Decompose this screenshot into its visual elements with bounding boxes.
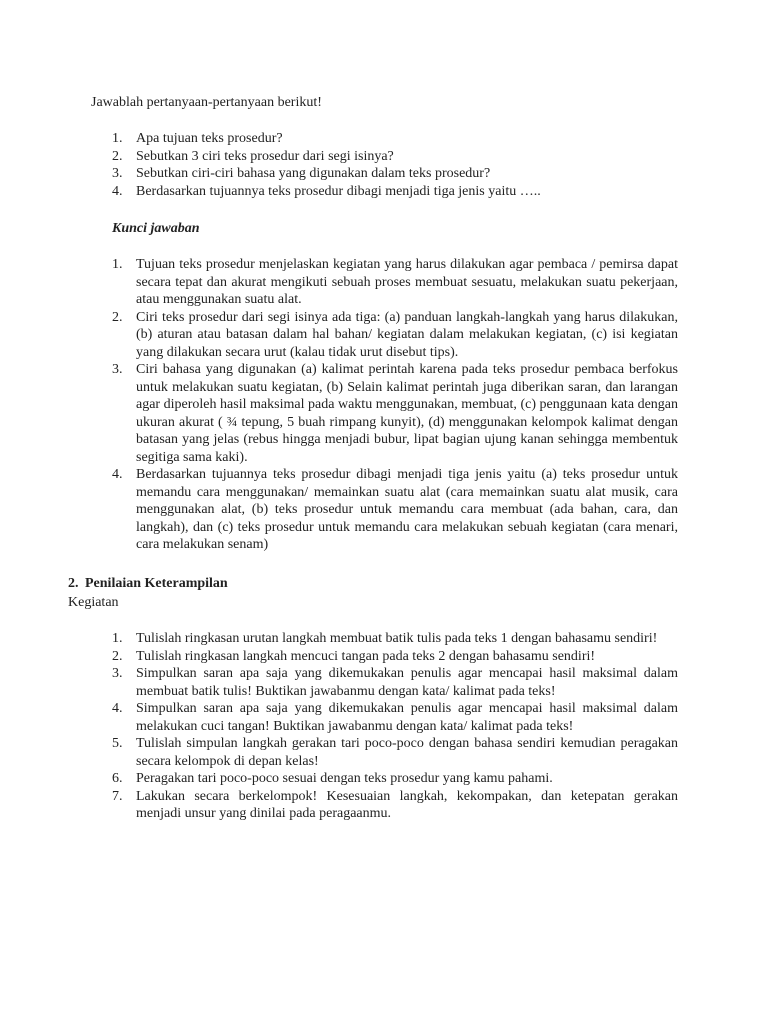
item-number: 7. [112,788,123,804]
item-text: Berdasarkan tujuannya teks prosedur dibagi menjadi tiga jenis yaitu ….. [136,183,541,199]
list-item [112,361,678,466]
item-text: Lakukan secara berkelompok! Kesesuaian langkah, kekompakan, dan ketepatan gerakan menjadi unsur yang dinilai pada peragaanmu. [136,788,678,821]
list-item [112,648,678,666]
section-heading [68,575,228,593]
list-item [112,165,672,183]
item-text: Sebutkan ciri-ciri bahasa yang digunakan dalam teks prosedur? [136,166,491,181]
list-item [112,256,678,309]
activity-list [112,630,678,823]
item-text: Ciri teks prosedur dari segi isinya ada tiga: (a) panduan langkah-langkah yang harus dilakukan, (b) aturan atau batasan dalam hal bahan/ kegiatan dalam melakukan kegiatan, (c) isi kegiatan yang dilakukan secara urut (kalau tidak urut disebut tips). [136,309,678,360]
item-number: 1. [112,131,123,146]
item-text: Tujuan teks prosedur menjelaskan kegiatan yang harus dilakukan agar pembaca / pemirsa dapat secara tepat dan akurat mengikuti sebuah proses membuat sesuatu, melakukan suatu pekerjaan, atau menggunakan suatu alat. [136,257,678,307]
item-text: Peragakan tari poco-poco sesuai dengan teks prosedur yang kamu pahami. [136,771,553,786]
answer-list [112,256,678,554]
answer-key-heading: Kunci jawaban [112,221,200,236]
item-text: Sebutkan 3 ciri teks prosedur dari segi isinya? [136,148,394,164]
item-text: Simpulkan saran apa saja yang dikemukakan penulis agar mencapai hasil maksimal dalam membuat batik tulis! Buktikan jawabanmu dengan kata/ kalimat pada teks! [136,666,678,699]
item-text: Tulislah ringkasan langkah mencuci tangan pada teks 2 dengan bahasamu sendiri! [136,648,596,664]
list-item [112,466,678,554]
list-item [112,665,678,700]
item-number: 1. [112,257,123,272]
item-number: 3. [112,362,123,377]
list-item [112,630,678,648]
list-item [112,183,672,201]
item-number: 4. [112,701,123,716]
item-number: 3. [112,666,123,681]
instruction-text: Jawablah pertanyaan-pertanyaan berikut! [91,95,322,110]
item-number: 6. [112,771,123,786]
item-text: Tulislah simpulan langkah gerakan tari poco-poco dengan bahasa sendiri kemudian peragakan secara kelompok di depan kelas! [136,736,678,769]
list-item [112,700,678,735]
item-number: 4. [112,467,123,482]
item-text: Tulislah ringkasan urutan langkah membuat batik tulis pada teks 1 dengan bahasamu sendiri! [136,631,658,646]
item-text: Apa tujuan teks prosedur? [136,131,283,146]
item-number: 5. [112,736,123,751]
item-text: Ciri bahasa yang digunakan (a) kalimat perintah karena pada teks prosedur pembaca berfokus untuk melakukan suatu kegiatan, (b) Selain kalimat perintah juga diberikan saran, dan larangan agar diperoleh hasil maksimal pada waktu menggunakan, membuat, (c) penggunaan kata dengan ukuran akurat ( ¾ tepung, 5 buah rimpang kunyit), (d) menggunakan kelompok kalimat dengan batasan yang jelas (rebus hingga menjadi bubur, lipat bagian ujung kanan sehingga membentuk segitiga sama kaki). [136,362,678,465]
list-item [112,735,678,770]
list-item [112,309,678,362]
item-text: Simpulkan saran apa saja yang dikemukakan penulis agar mencapai hasil maksimal dalam melakukan cuci tangan! Buktikan jawabanmu dengan kata/ kalimat pada teks! [136,701,678,734]
item-number: 3. [112,166,123,181]
item-number: 4. [112,183,123,199]
list-item [112,130,672,148]
list-item [112,148,672,166]
item-text: Berdasarkan tujuannya teks prosedur dibagi menjadi tiga jenis yaitu (a) teks prosedur untuk memandu cara menggunakan/ memainkan suatu alat (cara memainkan suatu alat musik, cara menggunakan alat, (b) teks prosedur untuk memandu cara membuat (ada bahan, cara, dan langkah), dan (c) teks prosedur untuk memandu cara melakukan sebuah kegiatan (cara menari, cara melakukan senam) [136,467,678,552]
section-number: 2. [68,576,79,591]
question-list [112,130,672,200]
item-number: 2. [112,309,123,325]
list-item [112,770,678,788]
list-item [112,788,678,823]
item-number: 1. [112,631,123,646]
item-number: 2. [112,148,123,164]
section-title: Penilaian Keterampilan [85,576,228,591]
item-number: 2. [112,648,123,664]
section-subtitle: Kegiatan [68,595,119,610]
